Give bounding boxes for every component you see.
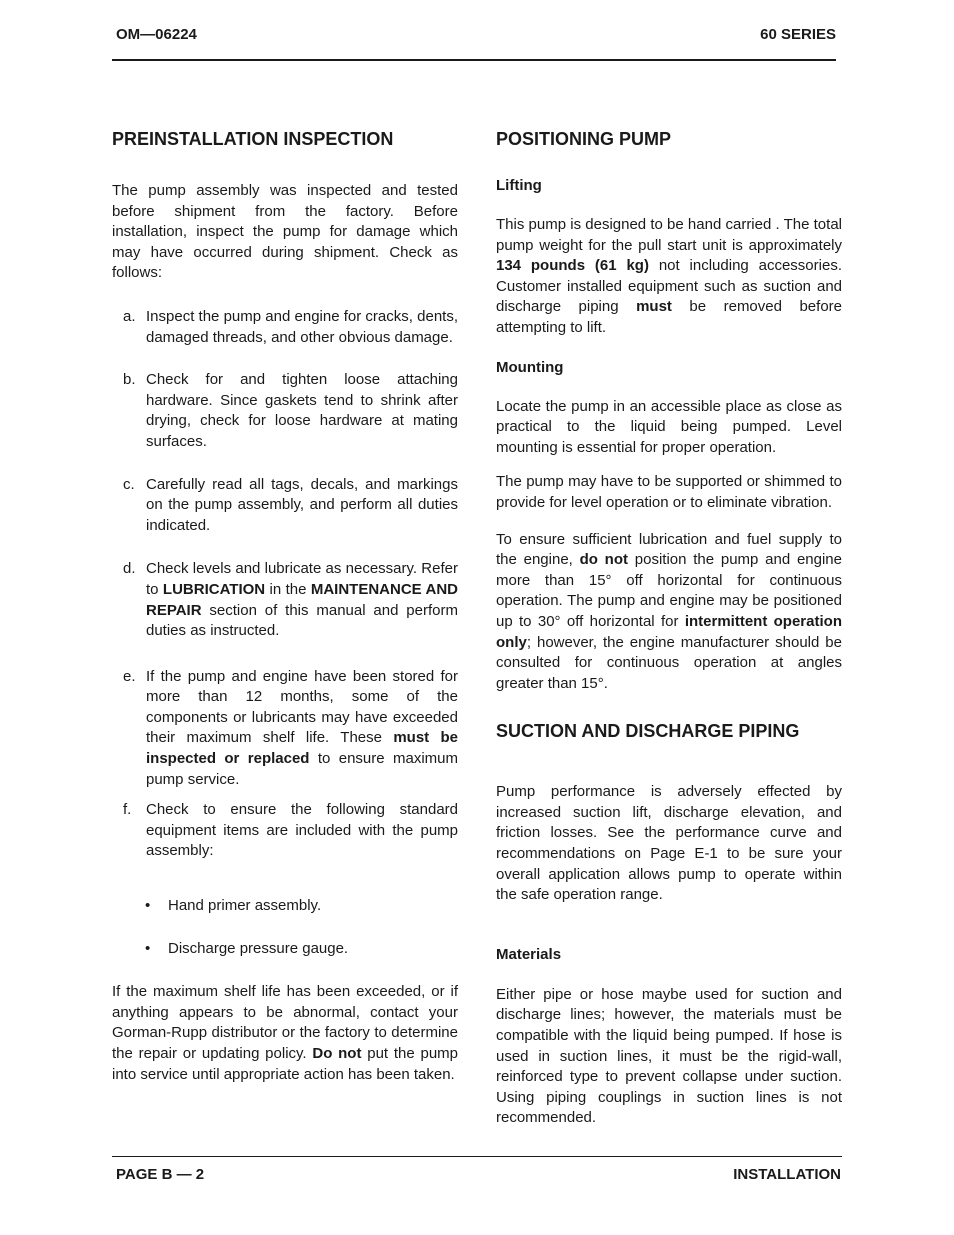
lifting-heading: Lifting xyxy=(496,177,542,194)
mounting-paragraph-1: Locate the pump in an accessible place as close as practical to the liquid being pumped. Level mounting is essential for proper operation. xyxy=(496,397,842,456)
shelf-life-paragraph: If the maximum shelf life has been exceeded, or if anything appears to be abnormal, contact your Gorman-Rupp distributor or the factory to determine the repair or updating policy. Do not put the pump into service until appropriate action has been taken. xyxy=(112,983,458,1083)
document-number: OM—06224 xyxy=(116,26,197,43)
maintenance-ref: MAINTENANCE AND REPAIR xyxy=(146,580,458,619)
checklist-item-d: d. Check levels and lubricate as necessary. Refer to LUBRICATION in the MAINTENANCE AND REPAIR section of this manual and perform duties as instructed. xyxy=(123,560,458,640)
item-text: Carefully read all tags, decals, and markings on the pump assembly, and perform all duties indicated. xyxy=(146,475,458,534)
suction-paragraph: Pump performance is adversely effected by increased suction lift, discharge elevation, and friction losses. See the performance curve and recommendations on Page E-1 to be sure your overall application allows pump to operate within the safe operation range. xyxy=(496,783,842,904)
intermittent-emphasis: intermittent operation only xyxy=(496,612,842,651)
lubrication-ref: LUBRICATION xyxy=(162,580,266,598)
left-column xyxy=(112,127,458,1085)
section-name: INSTALLATION xyxy=(733,1166,841,1183)
item-marker: d. xyxy=(123,560,136,578)
lifting-paragraph: This pump is designed to be hand carried . The total pump weight for the pull start unit is approximately 134 pounds (61 kg) not including accessories. Customer installed equipment such as suction and discharge piping must be removed before attempting to lift. xyxy=(496,216,842,336)
header-rule xyxy=(112,59,836,61)
checklist-item-a xyxy=(112,307,458,348)
positioning-title: POSITIONING PUMP xyxy=(496,129,672,149)
mounting-heading: Mounting xyxy=(496,358,564,376)
bullet-icon: • xyxy=(145,939,151,957)
preinstallation-title: PREINSTALLATION INSPECTION xyxy=(112,129,394,149)
checklist-item-b xyxy=(112,370,458,452)
item-text: Check for and tighten loose attaching hardware. Since gaskets tend to shrink after drying, check for loose hardware at mating surfaces. xyxy=(146,371,458,450)
inspect-emphasis: must be inspected or replaced xyxy=(146,729,458,768)
bullet-icon: • xyxy=(145,897,151,915)
materials-heading: Materials xyxy=(496,945,562,963)
item-marker: f. xyxy=(123,801,132,819)
item-marker: b. xyxy=(123,371,136,389)
checklist-item-c xyxy=(112,475,458,537)
mounting-paragraph-3: To ensure sufficient lubrication and fuel supply to the engine, do not position the pump and engine more than 15° off horizontal for continuous operation. The pump and engine may be positioned up to 30° off horizontal for intermittent operation only; however, the engine manufacturer should be consulted for continuous operation at angles greater than 15°. xyxy=(496,530,842,692)
do-not-emphasis: Do not xyxy=(312,1045,362,1062)
item-marker: e. xyxy=(123,667,136,685)
equipment-bullet xyxy=(112,939,458,960)
item-marker: c. xyxy=(123,475,135,493)
series-label: 60 SERIES xyxy=(760,26,836,43)
materials-paragraph: Either pipe or hose maybe used for suction and discharge lines; however, the materials must be compatible with the liquid being pumped. If hose is used in suction lines, it must be the rigid-wall, reinforced type to prevent collapse under suction. Using piping couplings in suction lines is not recommended. xyxy=(496,985,842,1127)
item-marker: a. xyxy=(123,307,136,325)
equipment-bullet xyxy=(112,896,458,917)
do-not-emphasis: do not xyxy=(579,551,629,569)
footer-rule xyxy=(112,1156,842,1157)
right-column xyxy=(496,127,842,1129)
page-number: PAGE B — 2 xyxy=(116,1166,205,1183)
item-text: Check to ensure the following standard equipment items are included with the pump assembly: xyxy=(146,801,458,860)
mounting-paragraph-2: The pump may have to be supported or shimmed to provide for level operation or to eliminate vibration. xyxy=(496,473,842,511)
weight-emphasis: 134 pounds (61 kg) xyxy=(496,257,649,275)
item-text: Inspect the pump and engine for cracks, dents, damaged threads, and other obvious damage. xyxy=(146,307,458,346)
checklist-item-f xyxy=(112,800,458,862)
preinstallation-intro: The pump assembly was inspected and tested before shipment from the factory. Before installation, inspect the pump for damage which may have occurred during shipment. Check as follows: xyxy=(112,182,458,282)
bullet-text: Hand primer assembly. xyxy=(168,897,322,915)
suction-title: SUCTION AND DISCHARGE PIPING xyxy=(496,721,800,742)
bullet-text: Discharge pressure gauge. xyxy=(168,939,349,957)
must-emphasis: must xyxy=(636,298,672,316)
checklist-item-e: e. If the pump and engine have been stored for more than 12 months, some of the components or lubricants may have exceeded their maximum shelf life. These must be inspected or replaced to ensure maximum pump service. xyxy=(123,667,458,788)
